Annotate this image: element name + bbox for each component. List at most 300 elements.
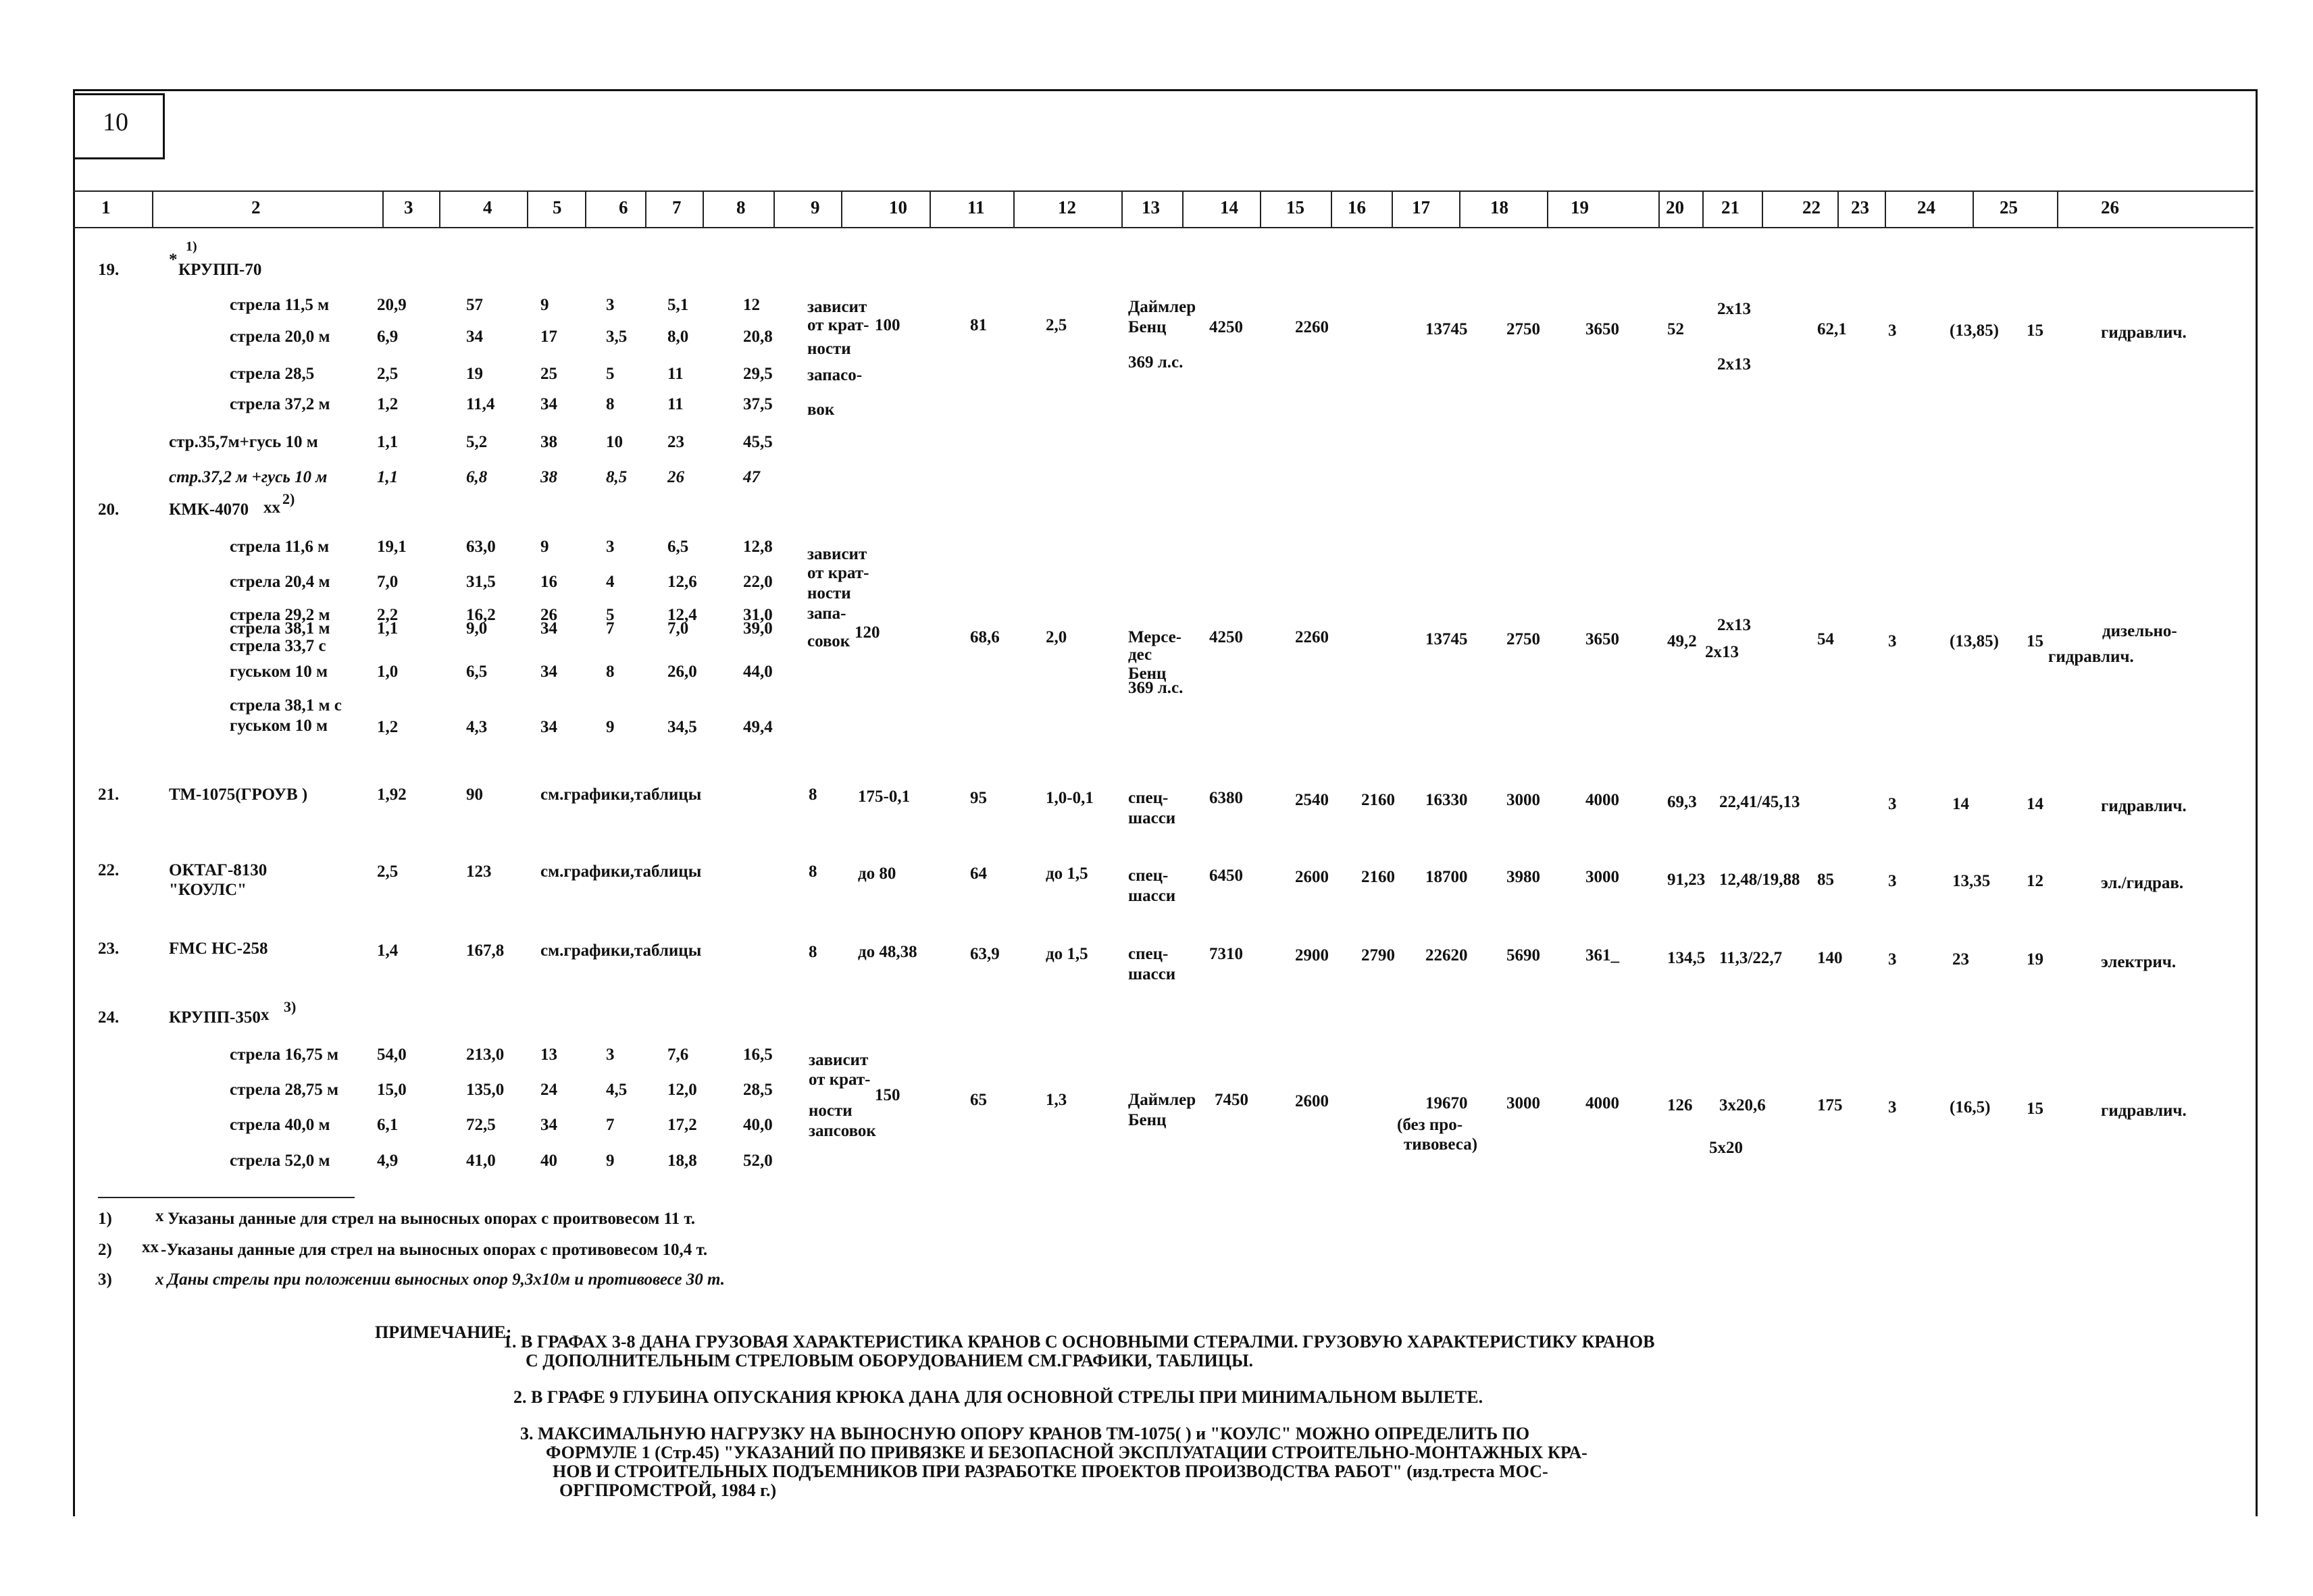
- table-cell: ности: [809, 1102, 853, 1120]
- table-cell: 2х13: [1705, 643, 1739, 661]
- table-cell: 12: [743, 296, 760, 314]
- table-cell: 1,1: [377, 433, 399, 451]
- col-header-3: 3: [404, 197, 413, 217]
- column-divider: [152, 192, 153, 227]
- boom-label: гуськом 10 м: [230, 717, 328, 735]
- col-header-9: 9: [811, 197, 820, 217]
- table-cell: 11,4: [466, 395, 495, 413]
- col-header-12: 12: [1058, 197, 1076, 217]
- col-header-25: 25: [2000, 197, 2018, 217]
- table-cell: 52,0: [743, 1152, 773, 1170]
- col-header-6: 6: [619, 197, 628, 217]
- table-cell: дес: [1128, 646, 1152, 664]
- column-divider: [585, 192, 586, 227]
- table-cell: Даймлер: [1128, 298, 1196, 316]
- table-cell: 31,0: [743, 606, 773, 624]
- table-cell: 361_: [1585, 946, 1619, 964]
- table-cell: (16,5): [1950, 1098, 1991, 1116]
- col-header-23: 23: [1851, 197, 1869, 217]
- table-cell: 2,5: [377, 863, 399, 881]
- table-cell: 38: [540, 433, 557, 451]
- table-cell: 4250: [1209, 318, 1243, 336]
- table-cell: 20,9: [377, 296, 407, 314]
- boom-label: стрела 40,0 м: [230, 1116, 330, 1134]
- table-cell: 2750: [1506, 320, 1540, 338]
- table-cell: 38: [540, 468, 557, 486]
- table-cell: 18700: [1425, 868, 1468, 886]
- boom-label: стрела 38,1 м: [230, 619, 330, 638]
- table-cell: 54: [1817, 630, 1834, 648]
- table-cell: 26: [667, 468, 684, 486]
- table-cell: 34: [540, 663, 557, 681]
- table-cell: 29,5: [743, 365, 773, 383]
- table-cell: 12,0: [667, 1081, 697, 1099]
- col-header-4: 4: [483, 197, 492, 217]
- header-top-line: [73, 190, 2254, 192]
- boom-label: стрела 11,6 м: [230, 538, 330, 556]
- table-cell: ФОРМУЛЕ 1 (Стр.45) "УКАЗАНИЙ ПО ПРИВЯЗКЕ И БЕЗОПАСНОЙ ЭКСПЛУАТАЦИИ СТРОИТЕЛЬНО-МОНТАЖНЫХ КРА-: [546, 1443, 1587, 1462]
- table-cell: 1,92: [377, 786, 407, 804]
- boom-label: стрела 11,5 м: [230, 296, 330, 314]
- footnote-marker: х: [261, 1006, 270, 1024]
- table-cell: 72,5: [466, 1116, 496, 1134]
- table-cell: 123: [466, 863, 492, 881]
- table-cell: 24: [540, 1081, 557, 1099]
- table-cell: гидравлич.: [2101, 324, 2187, 342]
- table-cell: 4,9: [377, 1152, 399, 1170]
- table-cell: 20,8: [743, 328, 773, 346]
- table-cell: 14: [2027, 795, 2043, 813]
- boom-label: стрела 37,2 м: [230, 395, 330, 413]
- table-cell: 64: [970, 865, 987, 883]
- table-cell: 12,6: [667, 573, 697, 591]
- col-header-20: 20: [1666, 197, 1684, 217]
- table-cell: Бенц: [1128, 1111, 1167, 1129]
- col-header-14: 14: [1220, 197, 1238, 217]
- table-cell: 16330: [1425, 791, 1468, 809]
- table-cell: 65: [970, 1091, 987, 1109]
- table-cell: 3. МАКСИМАЛЬНУЮ НАГРУЗКУ НА ВЫНОСНУЮ ОПОРУ КРАНОВ ТМ-1075( ) и "КОУЛС" МОЖНО ОПРЕДЕЛИТЬ ПО: [520, 1424, 1530, 1443]
- page-number: 10: [103, 108, 128, 136]
- table-cell: 3000: [1506, 791, 1540, 809]
- table-cell: 34: [540, 1116, 557, 1134]
- column-divider: [527, 192, 528, 227]
- table-cell: 15: [2027, 321, 2043, 340]
- table-cell: 9: [606, 1152, 615, 1170]
- table-cell: 13: [540, 1046, 557, 1064]
- table-cell: 11: [667, 395, 684, 413]
- boom-label: стрела 16,75 м: [230, 1046, 338, 1064]
- table-cell: 45,5: [743, 433, 773, 451]
- table-cell: 213,0: [466, 1046, 505, 1064]
- table-cell: 175-0,1: [858, 788, 911, 806]
- table-cell: 8: [606, 395, 615, 413]
- table-cell: 34: [540, 619, 557, 638]
- table-cell: 11,3/22,7: [1719, 949, 1783, 967]
- footnote-superscript: 3): [284, 998, 297, 1015]
- column-divider: [773, 192, 775, 227]
- row-number: 24.: [98, 1008, 120, 1027]
- boom-label: стрела 29,2 м: [230, 606, 330, 624]
- table-cell: 17,2: [667, 1116, 697, 1134]
- footnote-superscript: 1): [186, 239, 197, 254]
- column-divider: [1885, 192, 1886, 227]
- header-bottom-line: [73, 227, 2254, 228]
- table-cell: 2х13: [1717, 300, 1751, 318]
- column-divider: [930, 192, 931, 227]
- table-cell: ОРГПРОМСТРОЙ, 1984 г.): [559, 1481, 777, 1500]
- table-cell: тивовеса): [1404, 1135, 1478, 1154]
- table-cell: 5: [606, 365, 615, 383]
- table-cell: С ДОПОЛНИТЕЛЬНЫМ СТРЕЛОВЫМ ОБОРУДОВАНИЕМ СМ.ГРАФИКИ, ТАБЛИЦЫ.: [526, 1351, 1254, 1370]
- table-cell: 12,8: [743, 538, 773, 556]
- row-number: 21.: [98, 786, 120, 804]
- table-cell: -Указаны данные для стрел на выносных опорах с противовесом 10,4 т.: [161, 1241, 708, 1259]
- table-cell: 2160: [1361, 868, 1395, 886]
- table-cell: 8,5: [606, 468, 628, 486]
- table-cell: 39,0: [743, 619, 773, 638]
- table-cell: 3х20,6: [1719, 1096, 1766, 1114]
- table-cell: 2600: [1295, 1092, 1329, 1110]
- table-cell: 135,0: [466, 1081, 505, 1099]
- table-cell: 4: [606, 573, 615, 591]
- column-divider: [1973, 192, 1974, 227]
- table-cell: до 1,5: [1046, 865, 1088, 883]
- col-header-10: 10: [889, 197, 907, 217]
- col-header-7: 7: [672, 197, 682, 217]
- table-cell: 2): [98, 1241, 112, 1259]
- column-divider: [1547, 192, 1548, 227]
- table-cell: 31,5: [466, 573, 496, 591]
- column-divider: [2057, 192, 2058, 227]
- table-cell: шасси: [1128, 809, 1176, 827]
- crane-name: КМК-4070: [169, 500, 249, 519]
- table-cell: Бенц: [1128, 318, 1167, 336]
- table-cell: 34: [540, 395, 557, 413]
- table-cell: спец-: [1128, 945, 1169, 963]
- table-cell: 3: [1888, 795, 1897, 813]
- table-cell: 3: [1888, 321, 1897, 340]
- table-cell: 40,0: [743, 1116, 773, 1134]
- table-cell: шасси: [1128, 965, 1176, 983]
- crane-name-line2: "КОУЛС": [169, 881, 247, 899]
- col-header-13: 13: [1142, 197, 1160, 217]
- table-cell: 3: [1888, 872, 1897, 890]
- table-cell: 1,4: [377, 942, 399, 960]
- table-cell: 4,3: [466, 718, 488, 736]
- table-cell: 2,5: [377, 365, 399, 383]
- table-cell: 3000: [1585, 868, 1619, 886]
- column-divider: [1121, 192, 1123, 227]
- table-cell: Даны стрелы при положении выносных опор 9,3х10м и противовесе 30 т.: [168, 1270, 726, 1289]
- column-divider: [439, 192, 440, 227]
- table-cell: 8: [606, 663, 615, 681]
- row-number: 22.: [98, 861, 120, 879]
- table-cell: 28,5: [743, 1081, 773, 1099]
- table-cell: ПРИМЕЧАНИЕ:: [375, 1322, 512, 1342]
- table-cell: 26,0: [667, 663, 697, 681]
- col-header-2: 2: [251, 197, 261, 217]
- table-cell: см.графики,таблицы: [540, 786, 702, 804]
- table-cell: 9: [606, 718, 615, 736]
- col-header-21: 21: [1721, 197, 1739, 217]
- table-cell: 2х13: [1717, 616, 1751, 634]
- column-divider: [1658, 192, 1660, 227]
- table-cell: гидравлич.: [2101, 1102, 2187, 1120]
- table-cell: 6,1: [377, 1116, 399, 1134]
- table-cell: 95: [970, 789, 987, 807]
- table-cell: 2,0: [1046, 628, 1067, 646]
- column-divider: [382, 192, 384, 227]
- table-cell: гидравлич.: [2048, 648, 2134, 666]
- column-divider: [1837, 192, 1839, 227]
- table-cell: 90: [466, 786, 483, 804]
- table-cell: 1. В ГРАФАХ 3-8 ДАНА ГРУЗОВАЯ ХАРАКТЕРИСТИКА КРАНОВ С ОСНОВНЫМИ СТЕРАЛМИ. ГРУЗОВУЮ ХАРАКТЕРИСТИКУ КРАНОВ: [503, 1332, 1655, 1352]
- table-cell: 3650: [1585, 320, 1619, 338]
- table-cell: 2,2: [377, 606, 399, 624]
- table-cell: хх: [142, 1238, 159, 1256]
- table-cell: 8: [809, 943, 817, 961]
- table-cell: спец-: [1128, 867, 1169, 885]
- table-cell: Указаны данные для стрел на выносных опорах с проитвовесом 11 т.: [168, 1210, 696, 1228]
- table-cell: 1,0: [377, 663, 399, 681]
- table-cell: 9,0: [466, 619, 488, 638]
- table-cell: см.графики,таблицы: [540, 942, 702, 960]
- table-cell: 1,2: [377, 718, 399, 736]
- table-cell: 7450: [1215, 1091, 1248, 1109]
- crane-name: КРУПП-350: [169, 1008, 261, 1027]
- table-cell: 23: [1952, 950, 1969, 969]
- table-cell: от крат-: [809, 1071, 871, 1089]
- table-cell: 5,2: [466, 433, 488, 451]
- table-cell: 3000: [1506, 1094, 1540, 1112]
- boom-label: стрела 38,1 м с: [230, 696, 342, 715]
- table-cell: 13745: [1425, 320, 1468, 338]
- table-cell: (без про-: [1397, 1116, 1463, 1134]
- table-cell: 3: [606, 538, 615, 556]
- table-cell: 3: [606, 296, 615, 314]
- column-divider: [1392, 192, 1393, 227]
- column-divider: [1702, 192, 1704, 227]
- table-cell: 5х20: [1709, 1139, 1743, 1157]
- table-cell: 7: [606, 1116, 615, 1134]
- table-cell: 22620: [1425, 946, 1468, 964]
- col-header-24: 24: [1917, 197, 1935, 217]
- table-cell: гидравлич.: [2101, 797, 2187, 815]
- boom-label: стр.37,2 м +гусь 10 м: [169, 468, 328, 486]
- column-divider: [645, 192, 646, 227]
- table-cell: ности: [807, 340, 851, 358]
- table-cell: зависит: [807, 545, 867, 563]
- table-cell: дизельно-: [2102, 622, 2177, 640]
- table-cell: 8: [809, 786, 817, 804]
- table-cell: 11: [667, 365, 684, 383]
- table-cell: 69,3: [1667, 793, 1697, 811]
- table-cell: 13,35: [1952, 872, 1991, 890]
- row-number: 19.: [98, 261, 120, 279]
- table-cell: 62,1: [1817, 320, 1847, 338]
- table-cell: до 80: [858, 865, 896, 883]
- table-cell: вок: [807, 401, 835, 419]
- col-header-18: 18: [1490, 197, 1508, 217]
- table-cell: от крат-: [807, 564, 869, 582]
- col-header-19: 19: [1571, 197, 1589, 217]
- table-cell: 81: [970, 316, 987, 334]
- table-cell: 40: [540, 1152, 557, 1170]
- table-cell: 2540: [1295, 791, 1329, 809]
- table-cell: 91,23: [1667, 871, 1706, 889]
- column-divider: [1260, 192, 1261, 227]
- table-cell: 15,0: [377, 1081, 407, 1099]
- table-cell: 3: [1888, 632, 1897, 650]
- table-cell: запа-: [807, 604, 846, 623]
- table-cell: 37,5: [743, 395, 773, 413]
- table-cell: 3650: [1585, 630, 1619, 648]
- boom-label: стрела 52,0 м: [230, 1152, 330, 1170]
- table-cell: НОВ И СТРОИТЕЛЬНЫХ ПОДЪЕМНИКОВ ПРИ РАЗРАБОТКЕ ПРОЕКТОВ ПРОИЗВОДСТВА РАБОТ" (изд.треста МОС-: [553, 1462, 1548, 1481]
- crane-name: FMC HC-258: [169, 939, 268, 958]
- column-divider: [1013, 192, 1015, 227]
- table-cell: 52: [1667, 320, 1684, 338]
- table-cell: 5: [606, 606, 615, 624]
- table-cell: 19670: [1425, 1094, 1468, 1112]
- column-divider: [1331, 192, 1332, 227]
- table-cell: 22,0: [743, 573, 773, 591]
- footnote-superscript: 2): [282, 490, 295, 507]
- table-cell: 6380: [1209, 789, 1243, 807]
- table-cell: 2160: [1361, 791, 1395, 809]
- table-cell: 6,9: [377, 328, 399, 346]
- table-cell: запасо-: [807, 366, 863, 384]
- table-cell: 7310: [1209, 945, 1243, 963]
- table-cell: 19,1: [377, 538, 407, 556]
- table-cell: 6450: [1209, 867, 1243, 885]
- table-cell: 26: [540, 606, 557, 624]
- row-number: 20.: [98, 500, 120, 519]
- column-divider: [841, 192, 842, 227]
- column-divider: [1762, 192, 1763, 227]
- table-cell: 12: [2027, 872, 2043, 890]
- table-cell: 63,0: [466, 538, 496, 556]
- table-cell: 12,48/19,88: [1719, 871, 1800, 889]
- table-cell: 8: [809, 863, 817, 881]
- table-cell: до 48,38: [858, 943, 917, 961]
- table-cell: 7,0: [377, 573, 399, 591]
- table-cell: (13,85): [1950, 321, 1999, 340]
- table-cell: 126: [1667, 1096, 1693, 1114]
- footnote-marker: хх: [263, 498, 280, 517]
- table-cell: 10: [606, 433, 623, 451]
- table-cell: 22,41/45,13: [1719, 793, 1800, 811]
- table-cell: 6,5: [466, 663, 488, 681]
- table-cell: 63,9: [970, 945, 1000, 963]
- table-cell: 134,5: [1667, 949, 1706, 967]
- table-cell: 85: [1817, 871, 1834, 889]
- boom-label: стрела 28,75 м: [230, 1081, 338, 1099]
- table-cell: 6,5: [667, 538, 689, 556]
- table-cell: 57: [466, 296, 483, 314]
- table-cell: 2260: [1295, 628, 1329, 646]
- table-cell: 34: [466, 328, 483, 346]
- table-cell: зависит: [809, 1051, 869, 1069]
- table-cell: электрич.: [2101, 953, 2177, 971]
- table-cell: совок: [807, 632, 850, 650]
- col-header-22: 22: [1802, 197, 1821, 217]
- table-cell: 13745: [1425, 630, 1468, 648]
- col-header-5: 5: [553, 197, 562, 217]
- table-cell: 34: [540, 718, 557, 736]
- crane-name: ТМ-1075(ГРОУВ ): [169, 786, 308, 804]
- table-cell: 34,5: [667, 718, 697, 736]
- table-cell: 15: [2027, 1100, 2043, 1118]
- table-cell: 5690: [1506, 946, 1540, 964]
- table-cell: 19: [466, 365, 483, 383]
- table-cell: 4,5: [606, 1081, 628, 1099]
- table-cell: 7,0: [667, 619, 689, 638]
- table-cell: 5,1: [667, 296, 689, 314]
- table-cell: 6,8: [466, 468, 488, 486]
- col-header-26: 26: [2101, 197, 2119, 217]
- table-cell: 120: [855, 623, 880, 642]
- table-cell: 1,2: [377, 395, 399, 413]
- table-cell: 2,5: [1046, 316, 1067, 334]
- table-cell: 41,0: [466, 1152, 496, 1170]
- table-cell: 16: [540, 573, 557, 591]
- table-cell: 1): [98, 1210, 112, 1228]
- table-cell: 16,5: [743, 1046, 773, 1064]
- table-cell: 14: [1952, 795, 1969, 813]
- table-cell: 2х13: [1717, 355, 1751, 374]
- table-cell: 2600: [1295, 868, 1329, 886]
- table-cell: запсовок: [809, 1122, 876, 1140]
- row-number: 23.: [98, 939, 120, 958]
- table-cell: Бенц: [1128, 665, 1167, 683]
- table-cell: 1,3: [1046, 1091, 1067, 1109]
- boom-label: стрела 33,7 с: [230, 637, 326, 655]
- boom-label: гуськом 10 м: [230, 663, 328, 681]
- column-divider: [1182, 192, 1184, 227]
- table-cell: 369 л.с.: [1128, 353, 1184, 371]
- table-cell: 8,0: [667, 328, 689, 346]
- table-cell: 49,2: [1667, 632, 1697, 650]
- boom-label: стр.35,7м+гусь 10 м: [169, 433, 318, 451]
- table-cell: 167,8: [466, 942, 505, 960]
- table-cell: 175: [1817, 1096, 1843, 1114]
- table-cell: 4000: [1585, 1094, 1619, 1112]
- col-header-17: 17: [1412, 197, 1430, 217]
- boom-label: стрела 20,0 м: [230, 328, 330, 346]
- col-header-11: 11: [967, 197, 985, 217]
- column-divider: [1459, 192, 1460, 227]
- footnote-marker: *: [169, 251, 178, 269]
- table-cell: 44,0: [743, 663, 773, 681]
- column-divider: [703, 192, 704, 227]
- table-cell: 3,5: [606, 328, 628, 346]
- table-cell: до 1,5: [1046, 945, 1088, 963]
- table-cell: 2260: [1295, 318, 1329, 336]
- table-cell: 18,8: [667, 1152, 697, 1170]
- col-header-16: 16: [1348, 197, 1366, 217]
- table-cell: 3: [1888, 950, 1897, 969]
- table-cell: 16,2: [466, 606, 496, 624]
- footnote-separator: [98, 1197, 355, 1198]
- table-cell: зависит: [807, 298, 867, 316]
- table-cell: 17: [540, 328, 557, 346]
- table-cell: 369 л.с.: [1128, 679, 1184, 697]
- table-cell: 25: [540, 365, 557, 383]
- table-cell: 7: [606, 619, 615, 638]
- table-cell: см.графики,таблицы: [540, 863, 702, 881]
